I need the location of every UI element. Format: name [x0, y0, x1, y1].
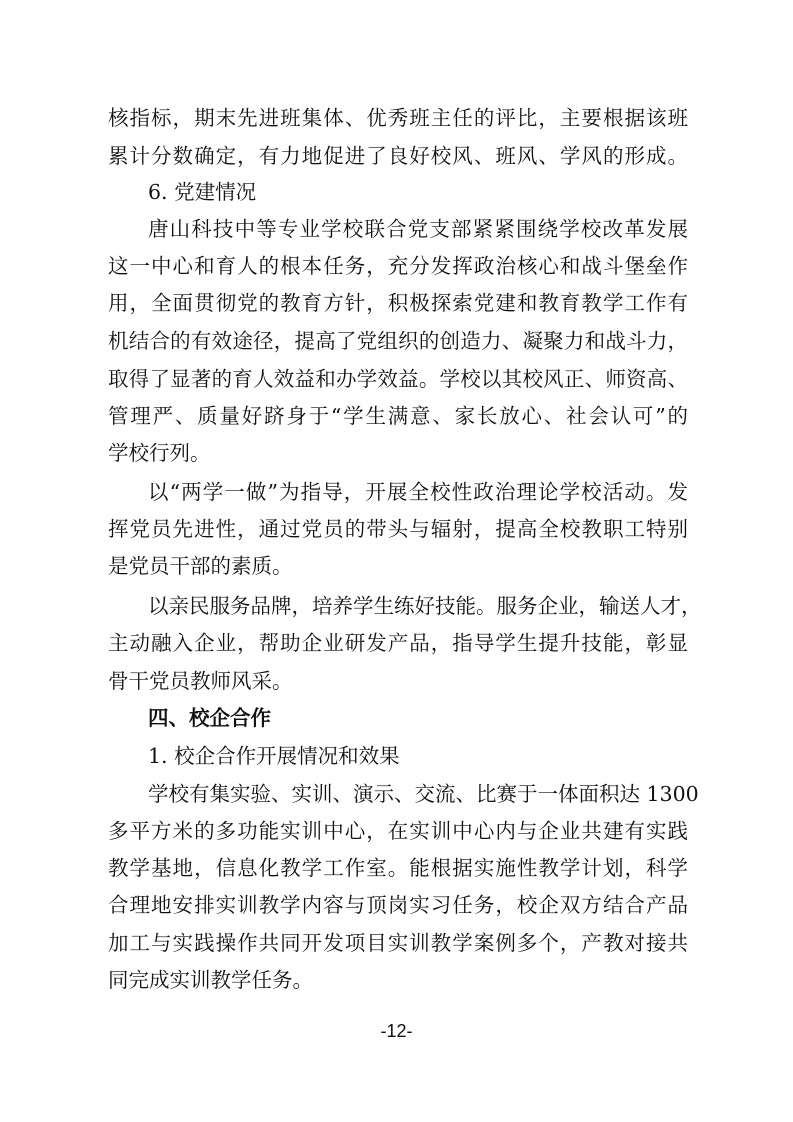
body-line: 是党员干部的素质。 — [108, 554, 293, 578]
body-line: 多平方米的多功能实训中心，在实训中心内与企业共建有实践 — [108, 819, 688, 843]
body-line: 唐山科技中等专业学校联合党支部紧紧围绕学校改革发展 — [148, 217, 688, 241]
body-line: 合理地安排实训教学内容与顶岗实习任务，校企双方结合产品 — [108, 893, 688, 917]
body-line: 管理严、质量好跻身于“学生满意、家长放心、社会认可”的 — [108, 404, 688, 428]
body-line: 用，全面贯彻党的教育方针，积极探索党建和教育教学工作有 — [108, 291, 688, 315]
body-line: 挥党员先进性，通过党员的带头与辐射，提高全校教职工特别 — [108, 517, 688, 541]
subsection-heading-party-building: 6. 党建情况 — [148, 180, 257, 204]
body-line: 以“两学一做”为指导，开展全校性政治理论学校活动。发 — [148, 480, 688, 504]
body-line: 学校有集实验、实训、演示、交流、比赛于一体面积达 1300 — [148, 782, 699, 806]
body-line: 教学基地，信息化教学工作室。能根据实施性教学计划，科学 — [108, 856, 688, 880]
body-line: 核指标，期末先进班集体、优秀班主任的评比，主要根据该班 — [108, 106, 688, 130]
body-line: 取得了显著的育人效益和办学效益。学校以其校风正、师资高、 — [108, 367, 688, 391]
body-line: 同完成实训教学任务。 — [108, 968, 313, 992]
body-line: 这一中心和育人的根本任务，充分发挥政治核心和战斗堡垒作 — [108, 254, 688, 278]
body-line: 骨干党员教师风采。 — [108, 669, 293, 693]
page-number: -12- — [380, 1021, 413, 1041]
body-line: 机结合的有效途径，提高了党组织的创造力、凝聚力和战斗力， — [108, 329, 688, 353]
section-heading-school-enterprise: 四、校企合作 — [148, 706, 271, 730]
subsection-heading-cooperation: 1. 校企合作开展情况和效果 — [148, 744, 400, 768]
body-line: 累计分数确定，有力地促进了良好校风、班风、学风的形成。 — [108, 144, 688, 168]
body-line: 主动融入企业，帮助企业研发产品，指导学生提升技能，彰显 — [108, 631, 688, 655]
body-line: 学校行列。 — [108, 441, 211, 465]
body-line: 加工与实践操作共同开发项目实训教学案例多个，产教对接共 — [108, 931, 688, 955]
body-line: 以亲民服务品牌，培养学生练好技能。服务企业，输送人才， — [148, 594, 702, 618]
